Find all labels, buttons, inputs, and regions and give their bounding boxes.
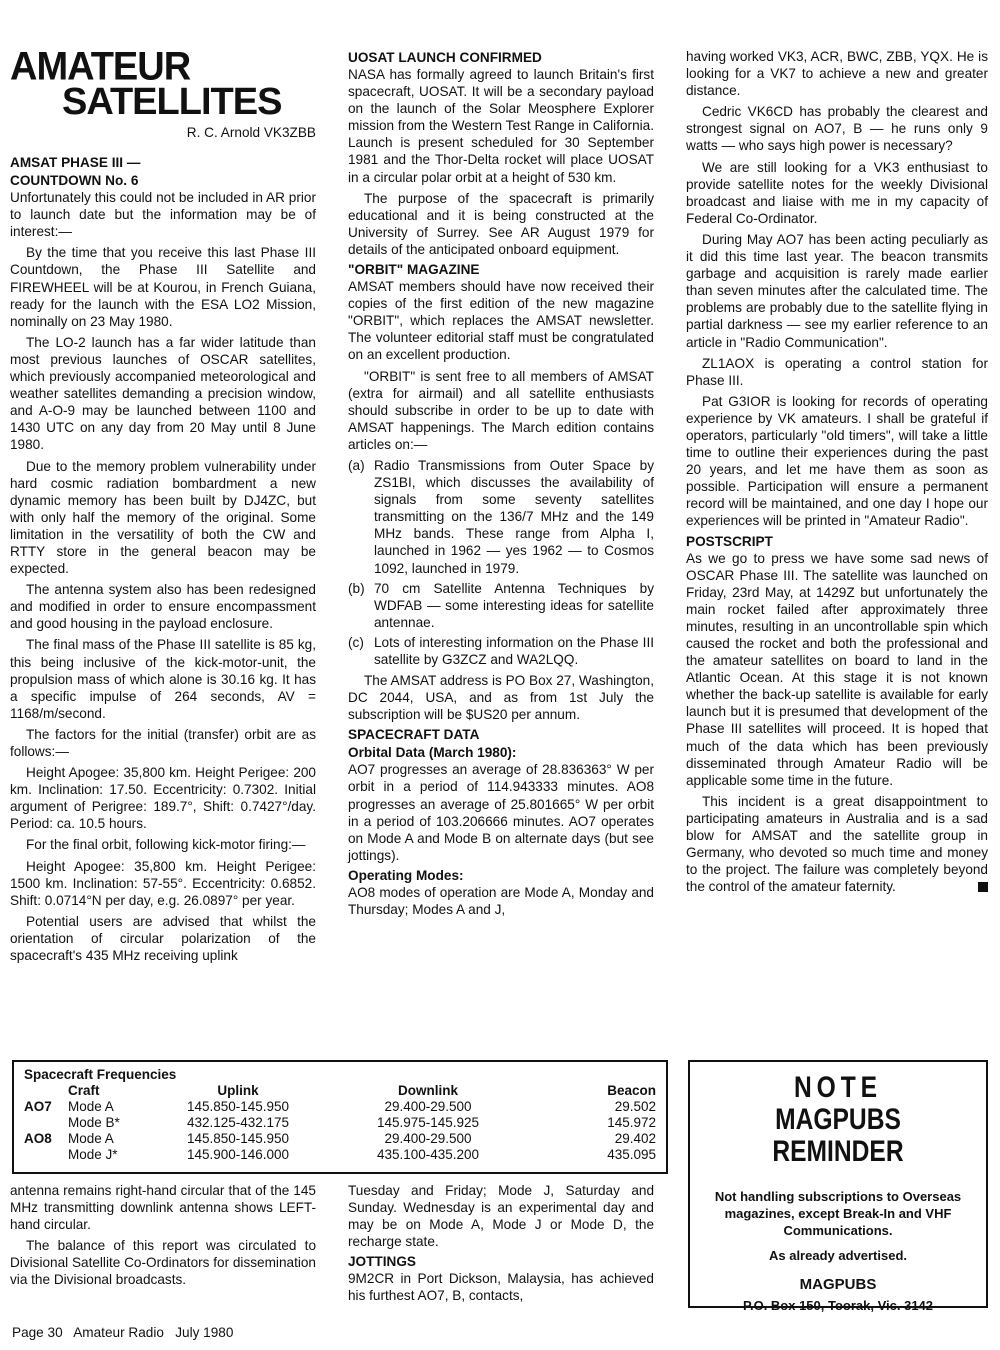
list-item — [348, 457, 654, 577]
note-subtitle: MAGPUBS REMINDER — [772, 1103, 904, 1168]
paragraph: The purpose of the spacecraft is primarily educational and it is being constructed at the University of Surrey. See AR August 1979 for details of the anticipated onboard equipment. — [348, 190, 654, 257]
list-item — [348, 634, 654, 668]
article-list — [348, 457, 654, 668]
list-item-label: (c) — [348, 634, 364, 650]
column-2-continued — [348, 1182, 654, 1309]
paragraph-text: This incident is a great disappointment to participating amateurs in Australia and is a sad blow for AMSAT and the satellite group in Germany, who devoted so much time and money to the project. The failure was completely beyond the control of the amateur faternity. — [686, 793, 988, 895]
paragraph: having worked VK3, ACR, BWC, ZBB, YQX. He is looking for a VK7 to achieve a new and greater distance. — [686, 49, 988, 99]
end-of-article-mark — [978, 882, 988, 892]
paragraph: Height Apogee: 35,800 km. Height Perigee: 1500 km. Inclination: 57-55°. Eccentricity: 0.6852. Shift: 0.0714°N per day, e.g. 26.0897° per year. — [10, 858, 316, 908]
table-row — [24, 1099, 656, 1115]
list-item-text: 70 cm Satellite Antenna Techniques by WDFAB — some interesting ideas for satellite antennae. — [374, 580, 654, 630]
paragraph: The balance of this report was circulated to Divisional Satellite Co-Ordinators for dissemination via the Divisional broadcasts. — [10, 1238, 316, 1288]
paragraph: Tuesday and Friday; Mode J, Saturday and Sunday. Wednesday is an experimental day and may be on Mode A, Mode J or Mode D, the recharge state. — [348, 1183, 654, 1250]
cell-uplink: 145.900-146.000 — [186, 1147, 290, 1162]
cell-uplink: 432.125-432.175 — [186, 1115, 290, 1130]
cell-beacon: 29.402 — [614, 1131, 656, 1146]
paragraph: antenna remains right-hand circular that of the 145 MHz transmitting downlink antenna shows LEFT-hand circular. — [10, 1183, 316, 1233]
article-title-line2: SATELLITES — [62, 81, 282, 123]
table-header-row — [24, 1083, 656, 1099]
paragraph: The LO-2 launch has a far wider latitude than most previous launches of OSCAR satellites, which previously accompanied meteorological and weather satellites demanding a precision window, and A-O-9 may be launched between 1100 and 1430 UTC on any day from 20 May until 8 June 1980. — [10, 334, 316, 453]
paragraph: AO8 modes of operation are Mode A, Monday and Thursday; Modes A and J, — [348, 884, 654, 918]
note-title: NOTE — [793, 1071, 883, 1104]
page-footer: Page 30 Amateur Radio July 1980 — [12, 1325, 234, 1340]
section-heading-amsat: AMSAT PHASE III — — [10, 155, 141, 171]
paragraph: The antenna system also has been redesigned and modified in order to ensure encompassment and good housing in the payload enclosure. — [10, 582, 316, 632]
cell-downlink: 435.100-435.200 — [376, 1147, 480, 1162]
list-item — [348, 580, 654, 631]
paragraph: ZL1AOX is operating a control station for Phase III. — [686, 355, 988, 388]
paragraph: The AMSAT address is PO Box 27, Washington, DC 2044, USA, and as from 1st July the subscription will be $US20 per annum. — [348, 673, 654, 723]
paragraph: AO7 progresses an average of 28.836363° W per orbit in a period of 114.943333 minutes. AO8 progresses an average of 25.801665° W per orbit in a period of 103.206666 minutes. AO7 operates on Mode A and Mode B on alternate days (but see jottings). — [348, 762, 654, 863]
paragraph: Due to the memory problem vulnerability under hard cosmic radiation bombardment a new dynamic memory has been built by DJ4ZC, but with only half the memory of the original. Some limitation in the versatility of both the CW and RTTY store in the general beacon may be expected. — [10, 458, 316, 577]
paragraph: "ORBIT" is sent free to all members of AMSAT (extra for airmail) and all satellite enthusiasts should subscribe in order to be up to date with AMSAT happenings. The March edition contains articles on:— — [348, 368, 654, 452]
paragraph: 9M2CR in Port Dickson, Malaysia, has achieved his furthest AO7, B, contacts, — [348, 1271, 654, 1304]
column-header-downlink: Downlink — [398, 1083, 458, 1098]
author-byline: R. C. Arnold VK3ZBB — [186, 125, 316, 140]
paragraph: By the time that you receive this last Phase III Countdown, the Phase III Satellite and FIREWHEEL will be at Kourou, in French Guiana, ready for the launch with the ESA LO2 Mission, nominally on 23 May 1980. — [10, 245, 316, 329]
cell-mode: Mode A — [68, 1131, 114, 1146]
paragraph: AMSAT members should have now received their copies of the first edition of the new magazine "ORBIT", which replaces the AMSAT newsletter. The volunteer editorial staff must be congratulated on an excellent production. — [348, 279, 654, 363]
cell-craft: AO7 — [24, 1099, 52, 1114]
list-item-text: Lots of interesting information on the Phase III satellite by G3ZCZ and WA2LQQ. — [374, 634, 654, 667]
paragraph: Unfortunately this could not be included in AR prior to launch date but the information may be of interest:— — [10, 190, 316, 240]
cell-craft — [24, 1147, 68, 1163]
magpubs-note-box — [688, 1060, 988, 1313]
section-heading-countdown: COUNTDOWN No. 6 — [10, 173, 139, 189]
paragraph: The final mass of the Phase III satellite is 85 kg, this being inclusive of the kick-motor-unit, the propulsion mass of which alone is 30.16 kg. It has a specific impulse of 264 seconds, AV = 1168/m/second. — [10, 637, 316, 721]
paragraph: Potential users are advised that whilst the orientation of circular polarization of the spacecraft's 435 MHz receiving uplink — [10, 913, 316, 964]
paragraph: The factors for the initial (transfer) orbit are as follows:— — [10, 726, 316, 759]
column-header-beacon: Beacon — [607, 1083, 656, 1098]
cell-craft: AO8 — [24, 1131, 52, 1146]
cell-mode: Mode J* — [68, 1147, 118, 1162]
section-heading-postscript: POSTSCRIPT — [686, 533, 773, 549]
section-heading-uosat: UOSAT LAUNCH CONFIRMED — [348, 50, 542, 65]
column-1 — [10, 44, 316, 968]
column-3 — [686, 48, 988, 899]
list-item-text: Radio Transmissions from Outer Space by ZS1BI, which discusses the availability of signals from some seventy satellites transmitting on the 136/7 MHz and the 149 MHz bands. These range from Alpha I, launched in 1962 — yes 1962 — to Cosmos 1092, launched in 1979. — [374, 457, 654, 576]
cell-mode: Mode B* — [68, 1115, 120, 1130]
table-row — [24, 1131, 656, 1147]
list-item-label: (a) — [348, 457, 365, 473]
table-row — [24, 1147, 656, 1163]
section-heading-jottings: JOTTINGS — [348, 1254, 416, 1270]
paragraph: We are still looking for a VK3 enthusiast to provide satellite notes for the weekly Divisional broadcast and liaise with me in my capacity of Federal Co-Ordinator. — [686, 159, 988, 226]
paragraph: Pat G3IOR is looking for records of operating experience by VK amateurs. I shall be grateful if operators, particularly "old timers", will take a little time to outline their experiences during the past 20 years, and let me have them as soon as possible. Participation will ensure a permanent record will be maintained, and one day I hope our experiences will be printed in "Amateur Radio". — [686, 393, 988, 529]
cell-beacon: 145.972 — [607, 1115, 656, 1130]
column-2 — [348, 48, 654, 922]
list-item-label: (b) — [348, 580, 365, 596]
frequencies-table — [24, 1083, 656, 1163]
paragraph: During May AO7 has been acting peculiarly as it did this time last year. The beacon transmits garbage and acquisition is rarely made earlier than seven minutes after the calculated time. The problems are probably due to the satellite flying in partial darkness — see my earlier reference to an article in "Radio Communication". — [686, 231, 988, 350]
section-heading-orbit: "ORBIT" MAGAZINE — [348, 262, 480, 278]
spacecraft-frequencies-box — [12, 1060, 668, 1174]
paragraph: NASA has formally agreed to launch Britain's first spacecraft, UOSAT. It will be a secondary payload on the launch of the Solar Meosphere Explorer mission from the Western Test Range in California. Launch is present scheduled for 30 September 1981 and the Thor-Delta rocket will place UOSAT in a circular polar orbit at a height of 530 km. — [348, 67, 654, 185]
cell-beacon: 29.502 — [614, 1099, 656, 1114]
cell-beacon: 435.095 — [607, 1147, 656, 1162]
cell-downlink: 29.400-29.500 — [384, 1131, 472, 1146]
table-row — [24, 1115, 656, 1131]
cell-uplink: 145.850-145.950 — [186, 1131, 290, 1146]
subheading-operating-modes: Operating Modes: — [348, 867, 464, 883]
note-body: Not handling subscriptions to Overseas magazines, except Break-In and VHF Communications. — [714, 1189, 962, 1238]
note-company-name: MAGPUBS — [799, 1276, 877, 1293]
paragraph — [686, 793, 988, 896]
column-1-continued — [10, 1182, 316, 1293]
section-heading-spacecraft-data: SPACECRAFT DATA — [348, 727, 480, 743]
paragraph: As we go to press we have some sad news of OSCAR Phase III. The satellite was launched on Friday, 23rd May, at 1429Z but unfortunately the main rocket failed after approximately three minutes, resulting in an uncontrollable spin which caused the rocket and both the professional and the amateur satellites on board to land in the Atlantic Ocean. At this stage it is not known whether the back-up satellite is available for early launch but it is presumed that development of the Phase III satellites will proceed. It is hoped that much of the data which has been previously disseminated through Amateur Radio will be applicable some time in the future. — [686, 550, 988, 788]
column-header-uplink: Uplink — [217, 1083, 259, 1098]
cell-uplink: 145.850-145.950 — [186, 1099, 290, 1114]
cell-mode: Mode A — [68, 1099, 114, 1114]
cell-craft — [24, 1115, 68, 1131]
paragraph: Cedric VK6CD has probably the clearest and strongest signal on AO7, B — he runs only 9 watts — who says high power is necessary? — [686, 104, 988, 154]
article-title-line1: AMATEUR — [10, 44, 191, 90]
note-address: P.O. Box 150, Toorak, Vic. 3142 — [742, 1298, 934, 1313]
paragraph: For the final orbit, following kick-motor firing:— — [26, 837, 306, 853]
cell-downlink: 29.400-29.500 — [384, 1099, 472, 1114]
cell-downlink: 145.975-145.925 — [376, 1115, 480, 1130]
frequencies-title: Spacecraft Frequencies — [24, 1067, 177, 1082]
subheading-orbital-data: Orbital Data (March 1980): — [348, 745, 517, 761]
note-advertised: As already advertised. — [768, 1248, 908, 1263]
paragraph: Height Apogee: 35,800 km. Height Perigee: 200 km. Inclination: 17.50. Eccentricity: 0.7302. Initial argument of Perigree: 189.7°, Shift: 0.7427°/day. Period: ca. 10.5 hours. — [10, 765, 316, 832]
column-header-craft: Craft — [68, 1083, 100, 1098]
